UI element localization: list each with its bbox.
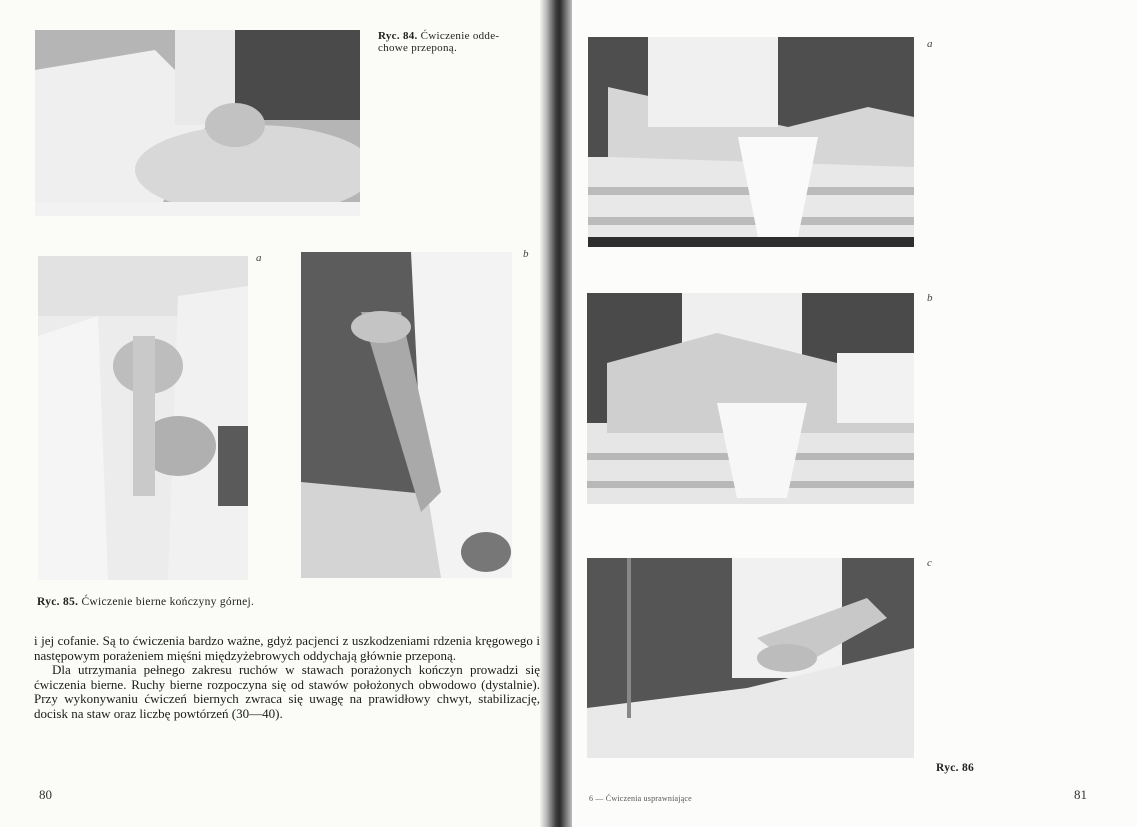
figure-86a-photo — [588, 37, 914, 247]
figure-85a-photo — [38, 256, 248, 580]
figure-86-label-b: b — [927, 292, 933, 304]
page-number-right: 81 — [1074, 787, 1087, 802]
page-number-left: 80 — [39, 787, 52, 802]
book-gutter — [540, 0, 576, 827]
figure-85-caption-number: Ryc. 85. — [37, 596, 79, 608]
figure-85b-photo — [301, 252, 512, 578]
figure-86-label-c: c — [927, 557, 932, 569]
figure-84-caption-text-2: chowe przeponą. — [378, 42, 458, 54]
paragraph-1: i jej cofanie. Są to ćwiczenia bardzo ważne, gdyż pacjenci z uszkodzeniami rdzenia kręgowego i następowym porażeniem mięśni międzyżebrowych oddychają głównie przeponą. — [34, 633, 540, 663]
figure-85-label-b: b — [523, 248, 529, 260]
right-page — [572, 0, 1137, 827]
figure-85-caption — [37, 596, 437, 608]
figure-84-caption-text-1: Ćwiczenie odde- — [417, 30, 500, 42]
figure-84-caption-number: Ryc. 84. — [378, 30, 418, 42]
figure-85-label-a: a — [256, 252, 262, 264]
figure-86-label-a: a — [927, 38, 933, 50]
footer-chapter-text: 6 — Ćwiczenia usprawniające — [589, 794, 692, 803]
figure-86c-photo — [587, 558, 914, 758]
left-page — [0, 0, 548, 827]
figure-84-caption — [378, 30, 538, 54]
body-text — [34, 634, 540, 722]
paragraph-2: Dla utrzymania pełnego zakresu ruchów w stawach porażonych kończyn prowadzi się ćwiczenia bierne. Ruchy bierne rozpoczyna się od stawów położonych obwodowo (dystalnie). Przy wykonywaniu ćwiczeń biernych zwraca się uwagę na prawidłowy chwyt, stabilizację, docisk na staw oraz liczbę powtórzeń (30—40). — [34, 662, 540, 721]
figure-86-caption: Ryc. 86 — [936, 762, 975, 774]
figure-85-caption-text: Ćwiczenie bierne kończyny górnej. — [78, 596, 255, 608]
figure-84-photo — [35, 30, 360, 216]
figure-86b-photo — [587, 293, 914, 504]
